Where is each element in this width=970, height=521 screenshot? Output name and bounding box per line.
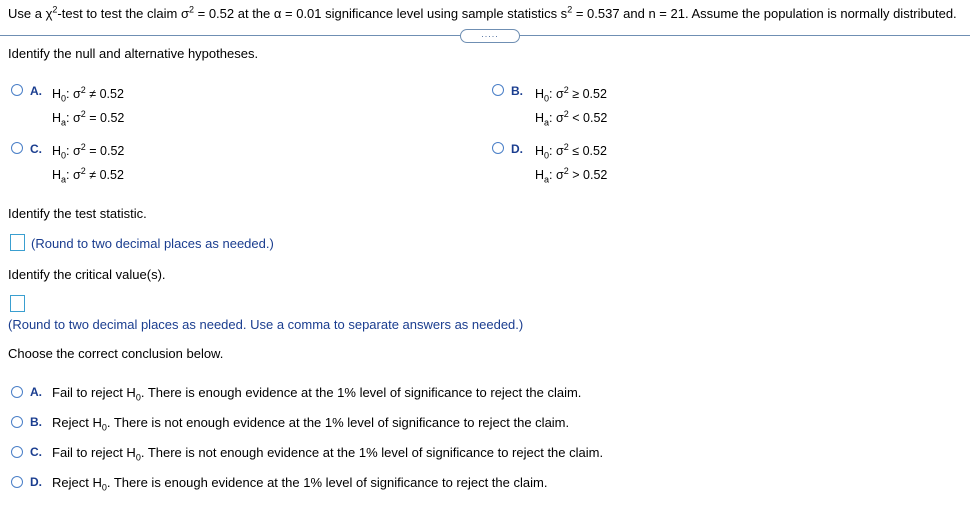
expand-button[interactable]: ..... bbox=[460, 29, 520, 43]
null-hypothesis: $H_0$: $\sigma^2 = 0.52$ bbox=[52, 141, 125, 161]
null-hypothesis: $H_0$: $\sigma^2 \ge 0.52$ bbox=[535, 84, 607, 104]
test-stat-input[interactable] bbox=[10, 234, 25, 251]
crit-prompt: Identify the critical value(s). bbox=[8, 267, 166, 282]
radio-button[interactable] bbox=[11, 386, 23, 398]
conclusion-text: Fail to reject $H_0$. There is not enough evidence at the 1% level of significance to reject the claim. bbox=[52, 445, 604, 463]
radio-button[interactable] bbox=[11, 84, 23, 96]
conclusion-text: Reject $H_0$. There is not enough evidence at the 1% level of significance to reject the claim. bbox=[52, 415, 570, 433]
null-hypothesis: $H_0$: $\sigma^2 \ne 0.52$ bbox=[52, 84, 124, 104]
alt-hypothesis: $H_a$: $\sigma^2 \ne 0.52$ bbox=[52, 165, 124, 185]
radio-button[interactable] bbox=[11, 416, 23, 428]
option-letter: D. bbox=[30, 475, 42, 489]
radio-button[interactable] bbox=[492, 142, 504, 154]
option-letter: C. bbox=[30, 445, 42, 459]
option-letter: B. bbox=[511, 84, 523, 98]
alt-hypothesis: $H_a$: $\sigma^2 > 0.52$ bbox=[535, 165, 608, 185]
alt-hypothesis: $H_a$: $\sigma^2 = 0.52$ bbox=[52, 108, 125, 128]
alt-hypothesis: $H_a$: $\sigma^2 < 0.52$ bbox=[535, 108, 608, 128]
radio-button[interactable] bbox=[11, 142, 23, 154]
conclusion-text: Reject $H_0$. There is enough evidence at the 1% level of significance to reject the claim. bbox=[52, 475, 548, 493]
option-letter: A. bbox=[30, 84, 42, 98]
option-letter: D. bbox=[511, 142, 523, 156]
conclusion-prompt: Choose the correct conclusion below. bbox=[8, 346, 224, 361]
conclusion-text: Fail to reject $H_0$. There is enough evidence at the 1% level of significance to reject the claim. bbox=[52, 385, 582, 403]
radio-button[interactable] bbox=[11, 476, 23, 488]
crit-hint: (Round to two decimal places as needed. Use a comma to separate answers as needed.) bbox=[8, 317, 524, 332]
null-hypothesis: $H_0$: $\sigma^2 \le 0.52$ bbox=[535, 141, 607, 161]
option-letter: C. bbox=[30, 142, 42, 156]
question-text: Use a $\chi^2$-test to test the claim $\sigma^2 = 0.52$ at the α = 0.01 significance level using sample statistics $s^2 = 0.537$ and n = 21. Assume the population is normally distributed. bbox=[8, 4, 957, 21]
radio-button[interactable] bbox=[11, 446, 23, 458]
crit-value-input[interactable] bbox=[10, 295, 25, 312]
option-letter: A. bbox=[30, 385, 42, 399]
option-letter: B. bbox=[30, 415, 42, 429]
radio-button[interactable] bbox=[492, 84, 504, 96]
test-stat-prompt: Identify the test statistic. bbox=[8, 206, 147, 221]
test-stat-hint: (Round to two decimal places as needed.) bbox=[31, 236, 274, 251]
hyp-prompt: Identify the null and alternative hypotheses. bbox=[8, 46, 259, 61]
